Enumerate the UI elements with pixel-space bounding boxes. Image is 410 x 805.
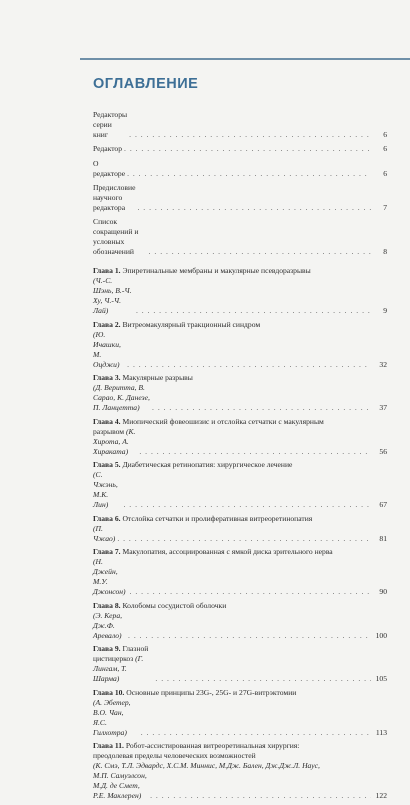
chapter-authors: (Д. Веритта, В. Сарао, К. Данезе, П. Ланцетта) [93,383,150,413]
chapter-label: Глава 2. [93,319,121,329]
toc-chapter-11[interactable] [93,741,387,801]
chapter-label: Глава 11. [93,741,124,751]
chapter-authors-cont: М.П. Самуэлсон, М.Д. де Смет, Р.Е. Маклерен) [93,771,147,801]
toc-page-number: 6 [383,144,387,154]
toc-page-number: 81 [379,533,387,543]
toc-chapter-1[interactable] [93,266,387,316]
chapter-authors: (Э. Кера, Дж.Ф. Аревало) [93,610,123,640]
toc-chapter-7[interactable] [93,547,387,597]
page-title: ОГЛАВЛЕНИЕ [93,76,199,92]
toc-page-number: 122 [375,791,387,801]
toc-entry-title: Редактор [93,144,123,154]
toc-entry[interactable] [93,217,387,257]
chapter-authors: (К. Хирота, А. Хираката) [93,426,136,456]
chapter-title: Эпиретинальные мембраны и макулярные псевдоразрывы [122,266,311,276]
chapter-label: Глава 6. [93,513,121,523]
toc-entry[interactable] [93,183,387,213]
toc-entry-title: Список сокращений и условных обозначений [93,217,139,257]
toc-chapter-5[interactable] [93,460,387,510]
chapter-title-cont: разрывом [93,426,125,436]
chapter-title: Глазной цистицеркоз [93,644,149,664]
toc-entry-title: Редакторы серии книг [93,110,128,139]
toc-page-number: 8 [383,247,387,257]
table-of-contents [93,110,387,805]
chapter-label: Глава 8. [93,600,121,610]
toc-page-number: 6 [383,168,387,178]
toc-chapter-9[interactable] [93,644,387,684]
toc-page-number: 90 [379,587,387,597]
toc-page-number: 67 [379,500,387,510]
chapter-authors: (Ч.-С. Шэнь, В.-Ч. Ху, Ч.-Ч. Лай) [93,276,132,316]
toc-chapter-4[interactable] [93,417,387,457]
chapter-label: Глава 4. [93,416,121,426]
chapter-label: Глава 9. [93,644,121,654]
toc-entry-title: Предисловие научного редактора [93,182,136,212]
toc-page-number: 56 [379,446,387,456]
chapter-title: Макулопатия, ассоциированная с ямкой диска зрительного нерва [122,547,333,557]
chapter-authors: (П. Чжао) [93,523,116,543]
chapter-authors: (С. Чжэнь, М.К. Лин) [93,470,118,510]
chapter-label: Глава 7. [93,547,121,557]
chapter-authors: (К. Смэ, Т.Л. Эдвардс, Х.С.М. Миннис, М.Дж. Бален, Дж.Дж.Л. Наус, [93,761,320,771]
chapter-authors: (А. Эбетер, В.О. Чан, Я.С. Гилхотра) [93,697,131,737]
chapter-title: Отслойка сетчатки и пролиферативная витреоретинопатия [122,513,313,523]
chapter-title: Робот-ассистированная витреоретинальная хирургия: [125,741,300,751]
chapter-title: Миопический фовеошизис и отслойка сетчатки с макулярным [122,416,324,426]
toc-page-number: 100 [375,630,387,640]
toc-page-number: 6 [383,130,387,139]
toc-chapter-2[interactable] [93,320,387,370]
toc-page-number: 105 [375,674,387,684]
chapter-title: Макулярные разрывы [122,373,193,383]
chapter-title: Основные принципы 23G-, 25G- и 27G-витрэктомии [126,687,297,697]
toc-entry[interactable] [93,144,387,154]
chapter-label: Глава 1. [93,266,121,276]
header-rule [80,58,410,60]
toc-page-number: 113 [375,727,387,737]
toc-entry-title: О редакторе [93,158,126,178]
chapter-authors: (Н. Джейн, М.У. Джонсон) [93,557,126,597]
chapter-authors: (Ю. Ичашки, М. Оцджи) [93,329,121,369]
toc-page-number: 32 [379,359,387,369]
toc-chapter-8[interactable] [93,601,387,641]
toc-page-number: 37 [379,403,387,413]
toc-entry[interactable] [93,159,387,179]
toc-page-number: 7 [383,202,387,212]
chapter-label: Глава 10. [93,687,125,697]
chapter-title-cont: преодолевая пределы человеческих возможностей [93,751,256,761]
front-matter-list [93,110,387,257]
chapter-authors: (Г. Лингам, Т. Шарма) [93,654,144,684]
toc-entry[interactable] [93,110,387,140]
toc-chapter-3[interactable] [93,373,387,413]
toc-page-number: 9 [383,306,387,316]
chapter-label: Глава 3. [93,373,121,383]
toc-chapter-6[interactable] [93,514,387,544]
chapter-title: Колобомы сосудистой оболочки [122,600,227,610]
chapter-label: Глава 5. [93,460,121,470]
toc-chapter-10[interactable] [93,688,387,738]
chapter-title: Витреомакулярный тракционный синдром [122,319,261,329]
chapter-title: Диабетическая ретинопатия: хирургическое лечение [122,460,293,470]
